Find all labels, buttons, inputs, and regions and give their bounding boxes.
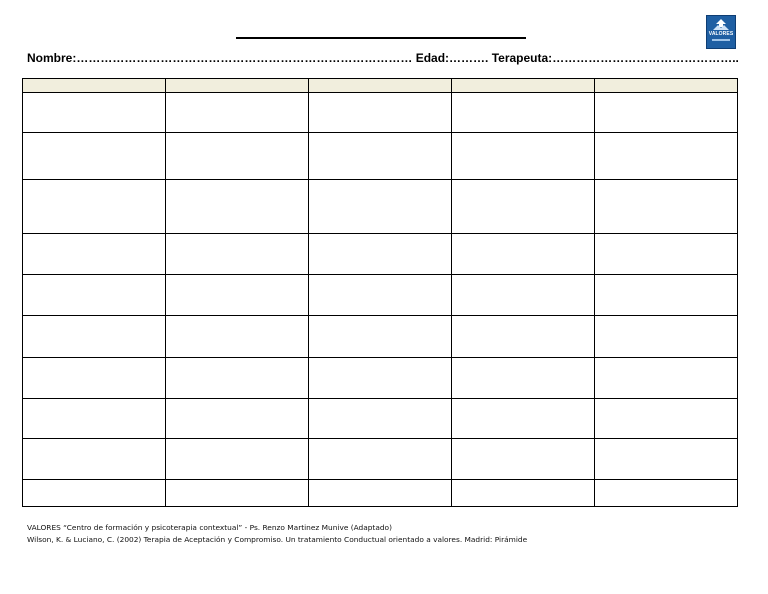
table-cell[interactable] (595, 234, 738, 275)
table-cell[interactable] (595, 93, 738, 133)
footer-credit: VALORES “Centro de formación y psicoterapia contextual” - Ps. Renzo Martinez Munive (Adaptado) (27, 523, 392, 532)
table-cell[interactable] (23, 234, 166, 275)
table-cell[interactable] (452, 275, 595, 316)
table-row (23, 439, 738, 480)
header-cell (595, 79, 738, 93)
table-cell[interactable] (166, 358, 309, 399)
table-row (23, 180, 738, 234)
table-row (23, 133, 738, 180)
table-header-row (23, 79, 738, 93)
patient-info-row (27, 51, 742, 65)
nombre-label: Nombre: (27, 51, 77, 65)
table-row (23, 234, 738, 275)
table-cell[interactable] (309, 316, 452, 358)
header-cell (23, 79, 166, 93)
table-cell[interactable] (309, 133, 452, 180)
edad-label: Edad: (415, 51, 450, 65)
table-cell[interactable] (452, 133, 595, 180)
nombre-field[interactable]: ………………………………………………………………………… (76, 51, 413, 65)
table-row (23, 93, 738, 133)
table-cell[interactable] (595, 399, 738, 439)
table-cell[interactable] (309, 275, 452, 316)
values-table (22, 78, 738, 507)
valores-logo (706, 15, 736, 49)
table-cell[interactable] (166, 399, 309, 439)
table-cell[interactable] (166, 316, 309, 358)
table-row (23, 358, 738, 399)
logo-text: VALORES (708, 31, 734, 37)
table-cell[interactable] (166, 439, 309, 480)
footer-citation: Wilson, K. & Luciano, C. (2002) Terapia de Aceptación y Compromiso. Un tratamiento Conductual orientado a valores. Madrid: Pirámide (27, 535, 528, 544)
logo-underline (712, 39, 730, 41)
table-cell[interactable] (595, 439, 738, 480)
table-cell[interactable] (595, 480, 738, 507)
header-cell (166, 79, 309, 93)
table-cell[interactable] (595, 358, 738, 399)
table-cell[interactable] (452, 439, 595, 480)
table-cell[interactable] (23, 316, 166, 358)
title-underline (236, 37, 526, 39)
table-row (23, 399, 738, 439)
table-cell[interactable] (23, 399, 166, 439)
table-cell[interactable] (452, 480, 595, 507)
table-cell[interactable] (166, 180, 309, 234)
table-cell[interactable] (23, 180, 166, 234)
table-cell[interactable] (166, 93, 309, 133)
table-cell[interactable] (309, 234, 452, 275)
table-cell[interactable] (23, 275, 166, 316)
table-cell[interactable] (452, 234, 595, 275)
table-cell[interactable] (595, 180, 738, 234)
table-cell[interactable] (595, 133, 738, 180)
table-row (23, 275, 738, 316)
header-cell (309, 79, 452, 93)
table-cell[interactable] (23, 439, 166, 480)
table-row (23, 316, 738, 358)
table-cell[interactable] (452, 358, 595, 399)
table-cell[interactable] (23, 133, 166, 180)
table-cell[interactable] (309, 439, 452, 480)
table-cell[interactable] (309, 399, 452, 439)
table-cell[interactable] (166, 133, 309, 180)
table-cell[interactable] (452, 93, 595, 133)
table-cell[interactable] (452, 399, 595, 439)
table-cell[interactable] (452, 316, 595, 358)
table-cell[interactable] (309, 180, 452, 234)
table-cell[interactable] (309, 480, 452, 507)
table-cell[interactable] (309, 358, 452, 399)
edad-field[interactable]: ………. (449, 51, 489, 65)
table-cell[interactable] (595, 316, 738, 358)
table-cell[interactable] (595, 275, 738, 316)
mountain-arrow-icon (713, 19, 729, 30)
terapeuta-field[interactable]: ……………………………………….. (552, 51, 739, 65)
terapeuta-label: Terapeuta: (491, 51, 553, 65)
table-cell[interactable] (23, 93, 166, 133)
table-cell[interactable] (166, 480, 309, 507)
table-cell[interactable] (166, 275, 309, 316)
header-cell (452, 79, 595, 93)
table-row (23, 480, 738, 507)
table-cell[interactable] (23, 480, 166, 507)
footer-references (27, 522, 527, 546)
table-cell[interactable] (23, 358, 166, 399)
table-cell[interactable] (452, 180, 595, 234)
table-cell[interactable] (309, 93, 452, 133)
table-cell[interactable] (166, 234, 309, 275)
